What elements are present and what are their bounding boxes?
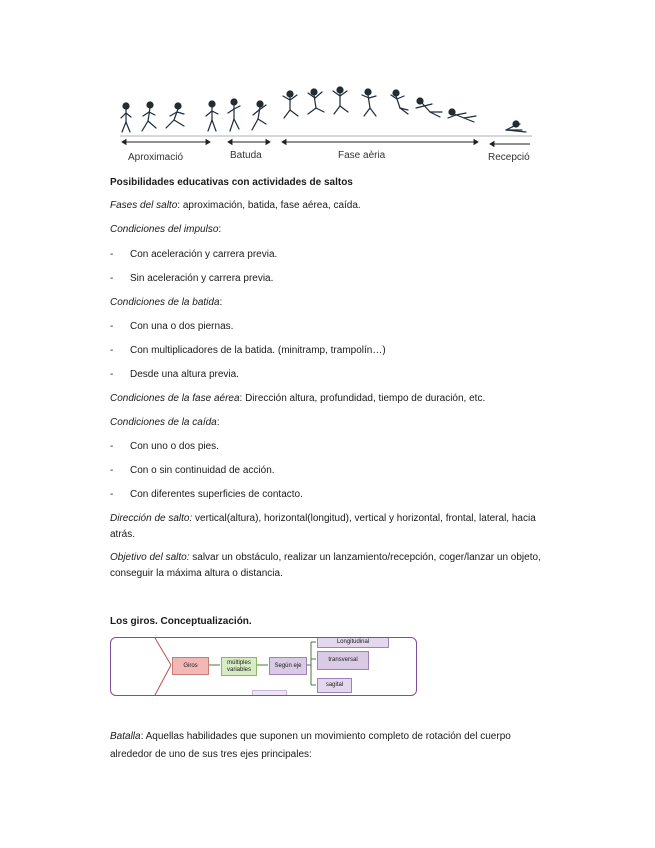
- caida-heading: [110, 416, 220, 429]
- caida-colon: :: [216, 417, 220, 428]
- batida-heading: [110, 296, 222, 309]
- batida-colon: :: [219, 297, 223, 308]
- partial-node: [252, 690, 287, 696]
- list-item-text: Con uno o dos pies.: [130, 441, 219, 452]
- athlete-figure: [308, 89, 324, 114]
- section-title: Posibilidades educativas con actividades de saltos: [110, 177, 353, 188]
- list-item-text: Con aceleración y carrera previa.: [130, 249, 278, 260]
- longitudinal-node: Longitudinal: [317, 637, 389, 648]
- bullet-dash: -: [110, 465, 114, 476]
- bullet-dash: -: [110, 369, 114, 380]
- multiples-variables-node: múltiples variables: [221, 657, 257, 676]
- direccion-label: Dirección de salto:: [110, 513, 193, 524]
- athlete-figure: [362, 89, 376, 116]
- long-jump-phases-figure: [112, 86, 542, 166]
- athlete-figure: [416, 98, 442, 117]
- impulso-colon: :: [218, 224, 222, 235]
- bullet-dash: -: [110, 273, 114, 284]
- bullet-dash: -: [110, 441, 114, 452]
- athlete-figure: [121, 103, 131, 132]
- giros-title: Los giros. Conceptualización.: [110, 616, 252, 627]
- direccion-paragraph: [110, 511, 555, 543]
- batida-label: Condiciones de la batida: [110, 297, 220, 308]
- fase-aerea-text: : Dirección altura, profundidad, tiempo de duración, etc.: [239, 393, 486, 404]
- list-item-text: Con multiplicadores de la batida. (minitramp, trampolín…): [130, 345, 386, 356]
- phase-label-fase-aeria: Fase aèria: [338, 150, 386, 161]
- phase-label-batuda: Batuda: [230, 150, 262, 161]
- fases-label: Fases del salto: [110, 200, 178, 211]
- fases-text: : aproximación, batida, fase aérea, caída.: [177, 200, 361, 211]
- list-item-text: Con una o dos piernas.: [130, 321, 234, 332]
- direccion-text: vertical(altura), horizontal(longitud), vertical y horizontal, frontal, lateral, hacia atrás.: [110, 513, 536, 540]
- phase-label-aproximacio: Aproximació: [128, 152, 184, 163]
- athlete-figure: [391, 90, 408, 114]
- impulso-heading: [110, 223, 221, 236]
- bullet-dash: -: [110, 345, 114, 356]
- jump-sequence-illustration: [112, 86, 542, 166]
- athlete-figure: [283, 91, 298, 118]
- athlete-figure: [448, 109, 476, 122]
- athlete-figure: [142, 102, 156, 131]
- fase-aerea-label: Condiciones de la fase aérea: [110, 393, 240, 404]
- fases-paragraph: [110, 199, 361, 212]
- athlete-figure: [166, 103, 184, 128]
- giros-diagram: [110, 637, 417, 696]
- batalla-label: Batalla: [110, 731, 141, 742]
- athlete-figure: [252, 101, 266, 130]
- bullet-dash: -: [110, 249, 114, 260]
- objetivo-text: salvar un obstáculo, realizar un lanzamiento/recepción, coger/lanzar un objeto, conseguir la máxima altura o distancia.: [110, 552, 541, 579]
- bullet-dash: -: [110, 489, 114, 500]
- impulso-label: Condiciones del impulso: [110, 224, 219, 235]
- caida-label: Condiciones de la caída: [110, 417, 217, 428]
- list-item-text: Con diferentes superficies de contacto.: [130, 489, 303, 500]
- list-item-text: Con o sin continuidad de acción.: [130, 465, 275, 476]
- athlete-figure: [333, 87, 348, 114]
- list-item-text: Sin aceleración y carrera previa.: [130, 273, 274, 284]
- transversal-node: transversal: [317, 651, 369, 670]
- athlete-figure: [506, 121, 526, 132]
- segun-eje-node: Según eje: [269, 657, 307, 675]
- athlete-figure: [206, 101, 218, 131]
- list-item-text: Desde una altura previa.: [130, 369, 239, 380]
- batalla-text: : Aquellas habilidades que suponen un movimiento completo de rotación del cuerpo alrededor de uno de sus tres ejes principales:: [110, 731, 511, 760]
- sagital-node: sagital: [317, 678, 352, 693]
- bullet-dash: -: [110, 321, 114, 332]
- objetivo-label: Objetivo del salto:: [110, 552, 190, 563]
- fase-aerea-paragraph: [110, 392, 485, 405]
- objetivo-paragraph: [110, 550, 555, 582]
- batalla-paragraph: [110, 728, 555, 764]
- phase-label-recepcio: Recepció: [488, 152, 530, 163]
- giros-node: Giros: [172, 657, 209, 675]
- athlete-figure: [228, 99, 240, 131]
